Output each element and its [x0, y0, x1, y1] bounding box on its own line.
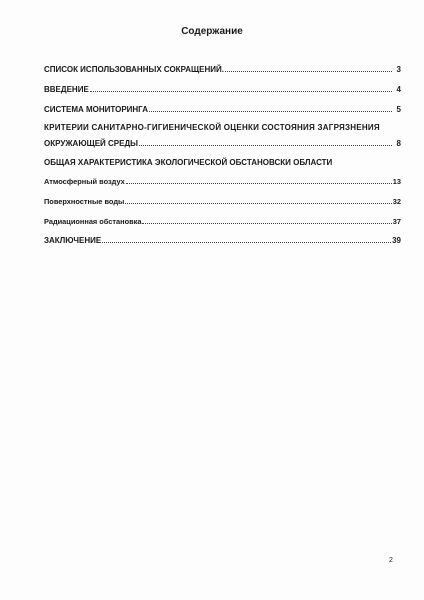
toc-entry-introduction — [44, 84, 401, 95]
toc-entry-label: Атмосферный воздух — [44, 177, 125, 186]
toc-entry-page: 37 — [392, 217, 401, 226]
toc-entry-monitoring — [44, 104, 401, 115]
page-number: 2 — [389, 557, 393, 564]
toc-entry-label: СПИСОК ИСПОЛЬЗОВАННЫХ СОКРАЩЕНИЙ. — [44, 65, 224, 74]
toc-leader-dots — [139, 138, 392, 146]
toc-entry-label: СИСТЕМА МОНИТОРИНГА — [44, 105, 148, 114]
toc-entry-abbreviations — [44, 64, 401, 75]
toc-entry-label: ЗАКЛЮЧЕНИЕ — [44, 236, 102, 245]
toc-entry-radiation — [44, 216, 401, 227]
toc-leader-dots — [126, 176, 392, 184]
toc-entry-water — [44, 196, 401, 207]
toc-entry-label: ВВЕДЕНИЕ — [44, 85, 89, 94]
toc-entry-page: 13 — [392, 177, 401, 186]
toc-entry-criteria-line1: КРИТЕРИИ САНИТАРНО-ГИГИЕНИЧЕСКОЙ ОЦЕНКИ СОСТОЯНИЯ ЗАГРЯЗНЕНИЯ — [44, 123, 380, 132]
toc-entry-page: 32 — [392, 197, 401, 206]
toc-leader-dots — [149, 104, 392, 112]
toc-entry-air — [44, 176, 401, 187]
toc-leader-dots — [102, 235, 391, 243]
page-title: Содержание — [181, 26, 243, 37]
toc-entry-page: 3 — [396, 65, 401, 74]
toc-entry-page: 5 — [396, 105, 401, 114]
toc-entry-label: Поверхностные воды — [44, 197, 125, 206]
toc-entry-page: 4 — [396, 85, 401, 94]
toc-entry-label: Радиационная обстановка — [44, 217, 142, 226]
toc-entry-page: 8 — [396, 139, 401, 148]
toc-entry-label: ОКРУЖАЮЩЕЙ СРЕДЫ — [44, 139, 139, 148]
toc-entry-label: ОБЩАЯ ХАРАКТЕРИСТИКА ЭКОЛОГИЧЕСКОЙ ОБСТАНОВСКИ ОБЛАСТИ — [44, 158, 333, 167]
toc-leader-dots — [225, 64, 392, 72]
toc-entry-criteria — [44, 138, 401, 149]
toc-leader-dots — [90, 84, 392, 92]
toc-entry-page: 39 — [392, 236, 401, 245]
toc-leader-dots — [142, 216, 391, 224]
toc-entry-general — [44, 158, 401, 168]
toc-leader-dots — [125, 196, 391, 204]
toc-entry-conclusion — [44, 235, 401, 246]
table-of-contents — [44, 60, 401, 246]
